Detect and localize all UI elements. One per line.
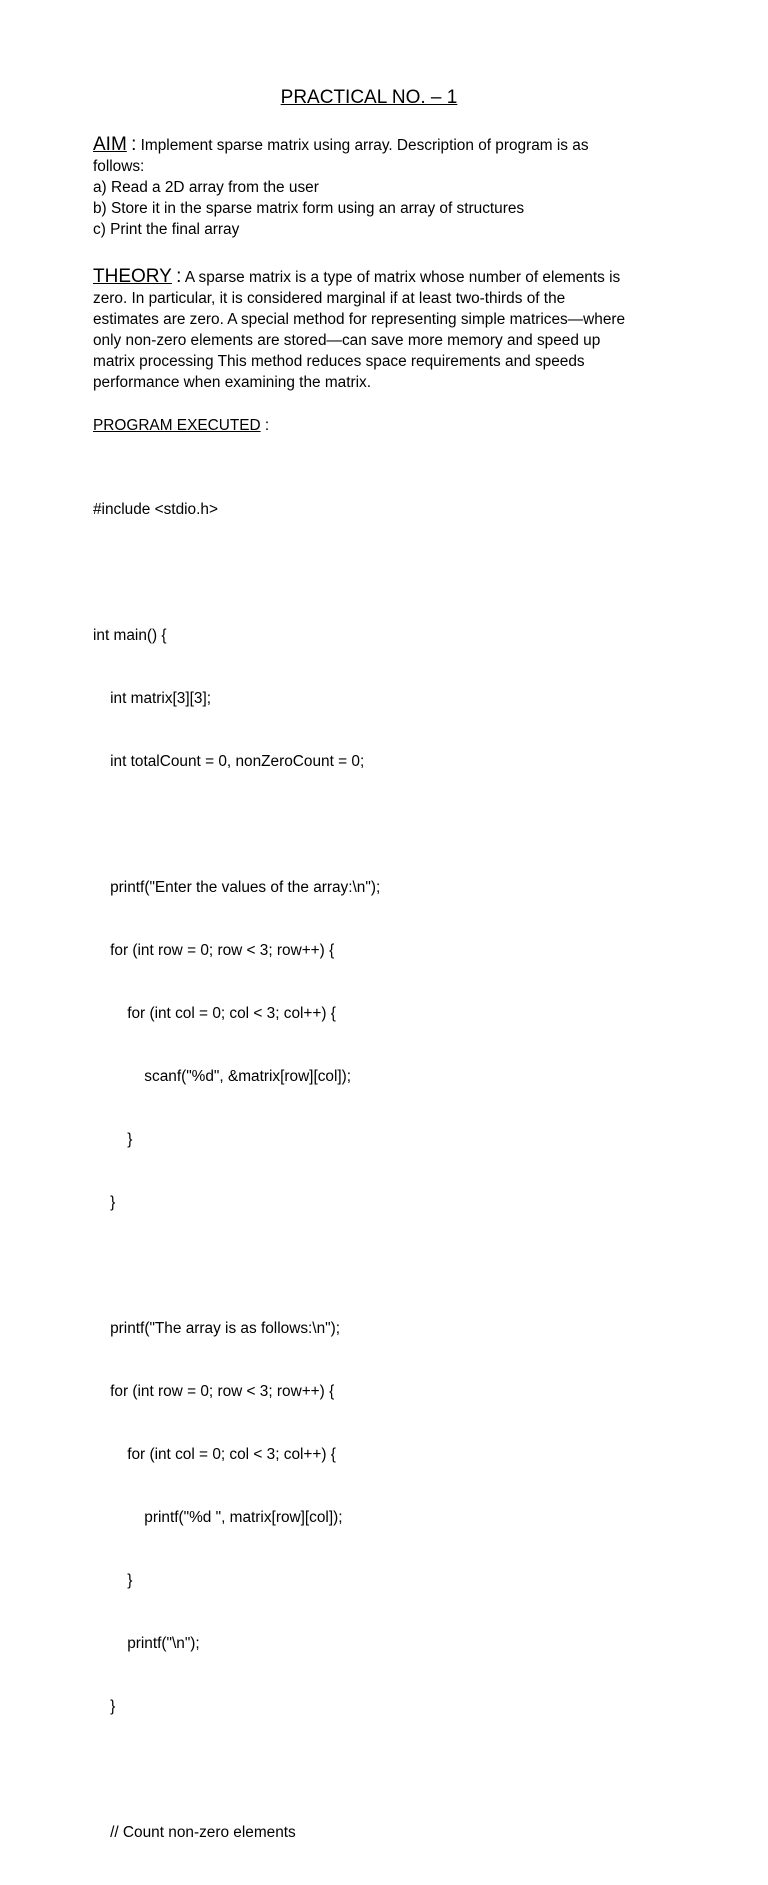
- code-line: printf("Enter the values of the array:\n");: [93, 879, 381, 896]
- code-line: }: [93, 1572, 133, 1589]
- code-listing: [93, 457, 380, 1885]
- aim-step-c: c) Print the final array: [93, 221, 240, 238]
- code-line: printf("The array is as follows:\n");: [93, 1320, 340, 1337]
- code-line: for (int row = 0; row < 3; row++) {: [93, 942, 335, 959]
- program-heading-label: PROGRAM EXECUTED: [93, 417, 261, 434]
- code-line: int matrix[3][3];: [93, 690, 212, 707]
- theory-colon: :: [176, 266, 182, 287]
- theory-text-line: only non-zero elements are stored—can save more memory and speed up: [93, 332, 601, 349]
- theory-text-line: performance when examining the matrix.: [93, 374, 372, 391]
- aim-step-b: b) Store it in the sparse matrix form using an array of structures: [93, 200, 525, 217]
- code-line: }: [93, 1698, 116, 1715]
- code-line: [93, 814, 380, 835]
- program-heading-suffix: :: [260, 417, 270, 434]
- code-line: [93, 562, 380, 583]
- code-line: int totalCount = 0, nonZeroCount = 0;: [93, 753, 365, 770]
- aim-text-line: follows:: [93, 158, 145, 175]
- theory-text-line: matrix processing This method reduces space requirements and speeds: [93, 353, 585, 370]
- code-line: scanf("%d", &matrix[row][col]);: [93, 1068, 352, 1085]
- code-line: for (int row = 0; row < 3; row++) {: [93, 1383, 335, 1400]
- theory-section: [93, 266, 683, 393]
- code-line: printf("\n");: [93, 1635, 200, 1652]
- code-line: }: [93, 1131, 133, 1148]
- theory-text-line: estimates are zero. A special method for representing simple matrices—where: [93, 311, 626, 328]
- code-line: printf("%d ", matrix[row][col]);: [93, 1509, 343, 1526]
- theory-text-line: A sparse matrix is a type of matrix whose number of elements is: [181, 269, 621, 286]
- page-title: PRACTICAL NO. – 1: [280, 87, 458, 108]
- code-line: #include <stdio.h>: [93, 501, 218, 518]
- program-heading: [93, 415, 269, 436]
- code-line: }: [93, 1194, 116, 1211]
- code-line: [93, 1255, 380, 1276]
- code-line: int main() {: [93, 627, 167, 644]
- aim-section: [93, 134, 683, 240]
- code-line: [93, 1759, 380, 1780]
- code-line: for (int col = 0; col < 3; col++) {: [93, 1005, 336, 1022]
- theory-text-line: zero. In particular, it is considered marginal if at least two-thirds of the: [93, 290, 566, 307]
- aim-first-line: [93, 134, 683, 156]
- aim-label: AIM: [93, 134, 127, 155]
- code-line: for (int col = 0; col < 3; col++) {: [93, 1446, 336, 1463]
- theory-first-line: [93, 266, 683, 288]
- theory-label: THEORY: [93, 266, 172, 287]
- aim-step-a: a) Read a 2D array from the user: [93, 179, 319, 196]
- aim-text-line: Implement sparse matrix using array. Description of program is as: [136, 137, 589, 154]
- aim-colon: :: [131, 134, 137, 155]
- code-line: // Count non-zero elements: [93, 1824, 296, 1841]
